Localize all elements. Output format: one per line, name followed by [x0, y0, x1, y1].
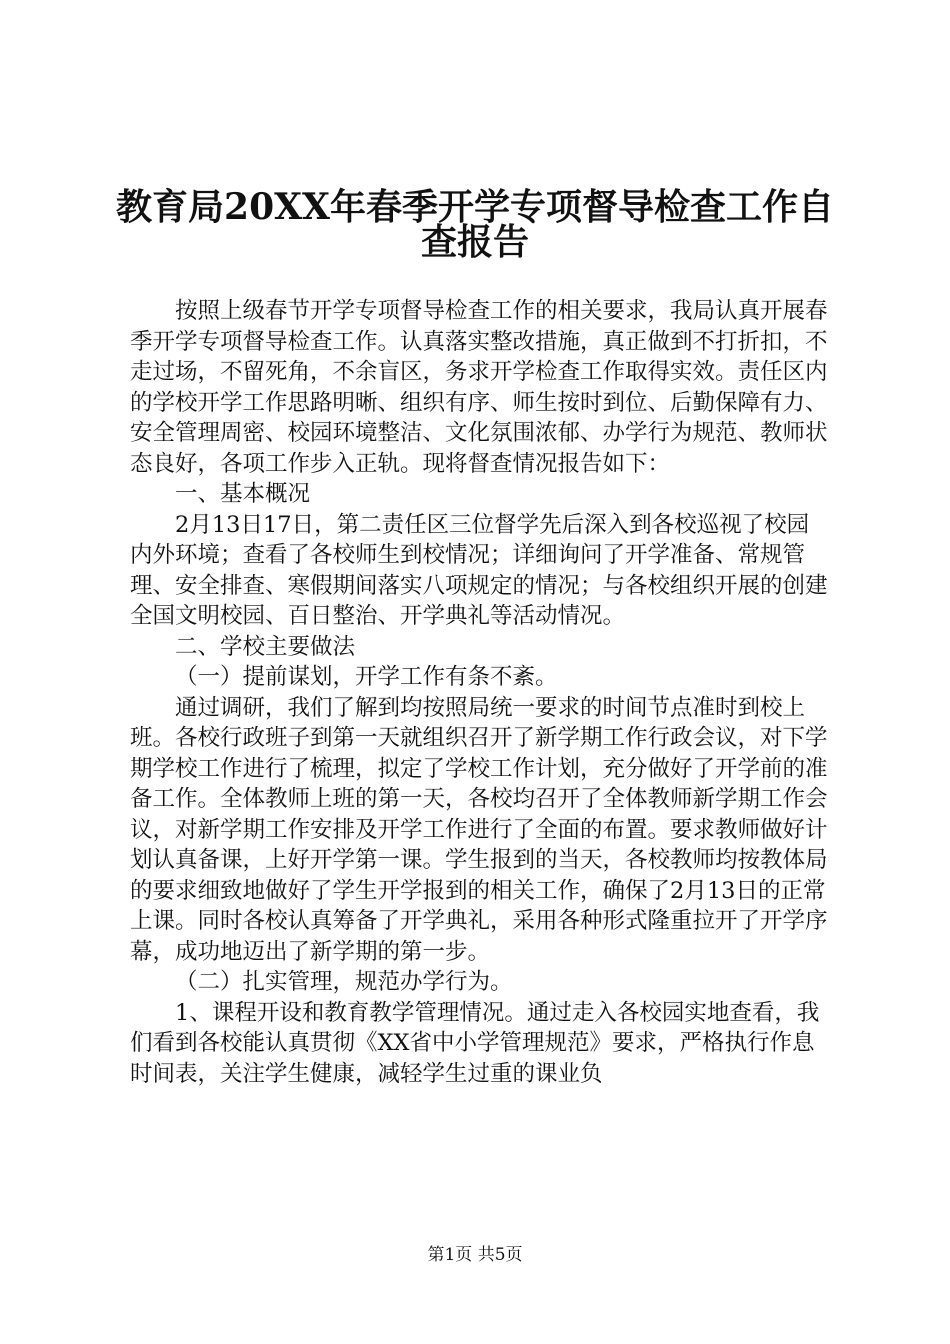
page-footer: 第1页 共5页 [427, 1245, 523, 1265]
paragraph-intro: 按照上级春节开学专项督导检查工作的相关要求，我局认真开展春季开学专项督导检查工作。认真落实整改措施，真正做到不打折扣，不走过场，不留死角，不余盲区，务求开学检查工作取得实效。责任区内的学校开学工作思路明晰、组织有序、师生按时到位、后勤保障有力、安全管理周密、校园环境整洁、文化氛围浓郁、办学行为规范、教师状态良好，各项工作步入正轨。现将督查情况报告如下： [130, 298, 828, 477]
document-body [130, 296, 830, 1089]
paragraph-curriculum: 1、课程开设和教育教学管理情况。通过走入各校园实地查看，我们看到各校能认真贯彻《XX省中小学管理规范》要求，严格执行作息时间表，关注学生健康，减轻学生过重的课业负 [130, 999, 820, 1087]
document-title-line-1: 教育局20XX年春季开学专项督导检查工作自 [116, 186, 834, 228]
document-title-line-2: 查报告 [420, 221, 529, 263]
section-heading-1: 一、基本概况 [175, 481, 311, 507]
subsection-heading-1: （一）提前谋划，开学工作有条不紊。 [175, 664, 558, 690]
paragraph-overview: 2月13日17日，第二责任区三位督学先后深入到各校巡视了校园内外环境；查看了各校师生到校情况；详细询问了开学准备、常规管理、安全排查、寒假期间落实八项规定的情况；与各校组织开展的创建全国文明校园、百日整治、开学典礼等活动情况。 [130, 511, 828, 629]
section-heading-2: 二、学校主要做法 [175, 633, 356, 660]
subsection-heading-2: （二）扎实管理，规范办学行为。 [175, 969, 513, 995]
paragraph-planning: 通过调研，我们了解到均按照局统一要求的时间节点准时到校上班。各校行政班子到第一天就组织召开了新学期工作行政会议，对下学期学校工作进行了梳理，拟定了学校工作计划，充分做好了开学前的准备工作。全体教师上班的第一天，各校均召开了全体教师新学期工作会议，对新学期工作安排及开学工作进行了全面的布置。要求教师做好计划认真备课，上好开学第一课。学生报到的当天，各校教师均按教体局的要求细致地做好了学生开学报到的相关工作，确保了2月13日的正常上课。同时各校认真筹备了开学典礼，采用各种形式隆重拉开了开学序幕，成功地迈出了新学期的第一步。 [130, 694, 828, 965]
